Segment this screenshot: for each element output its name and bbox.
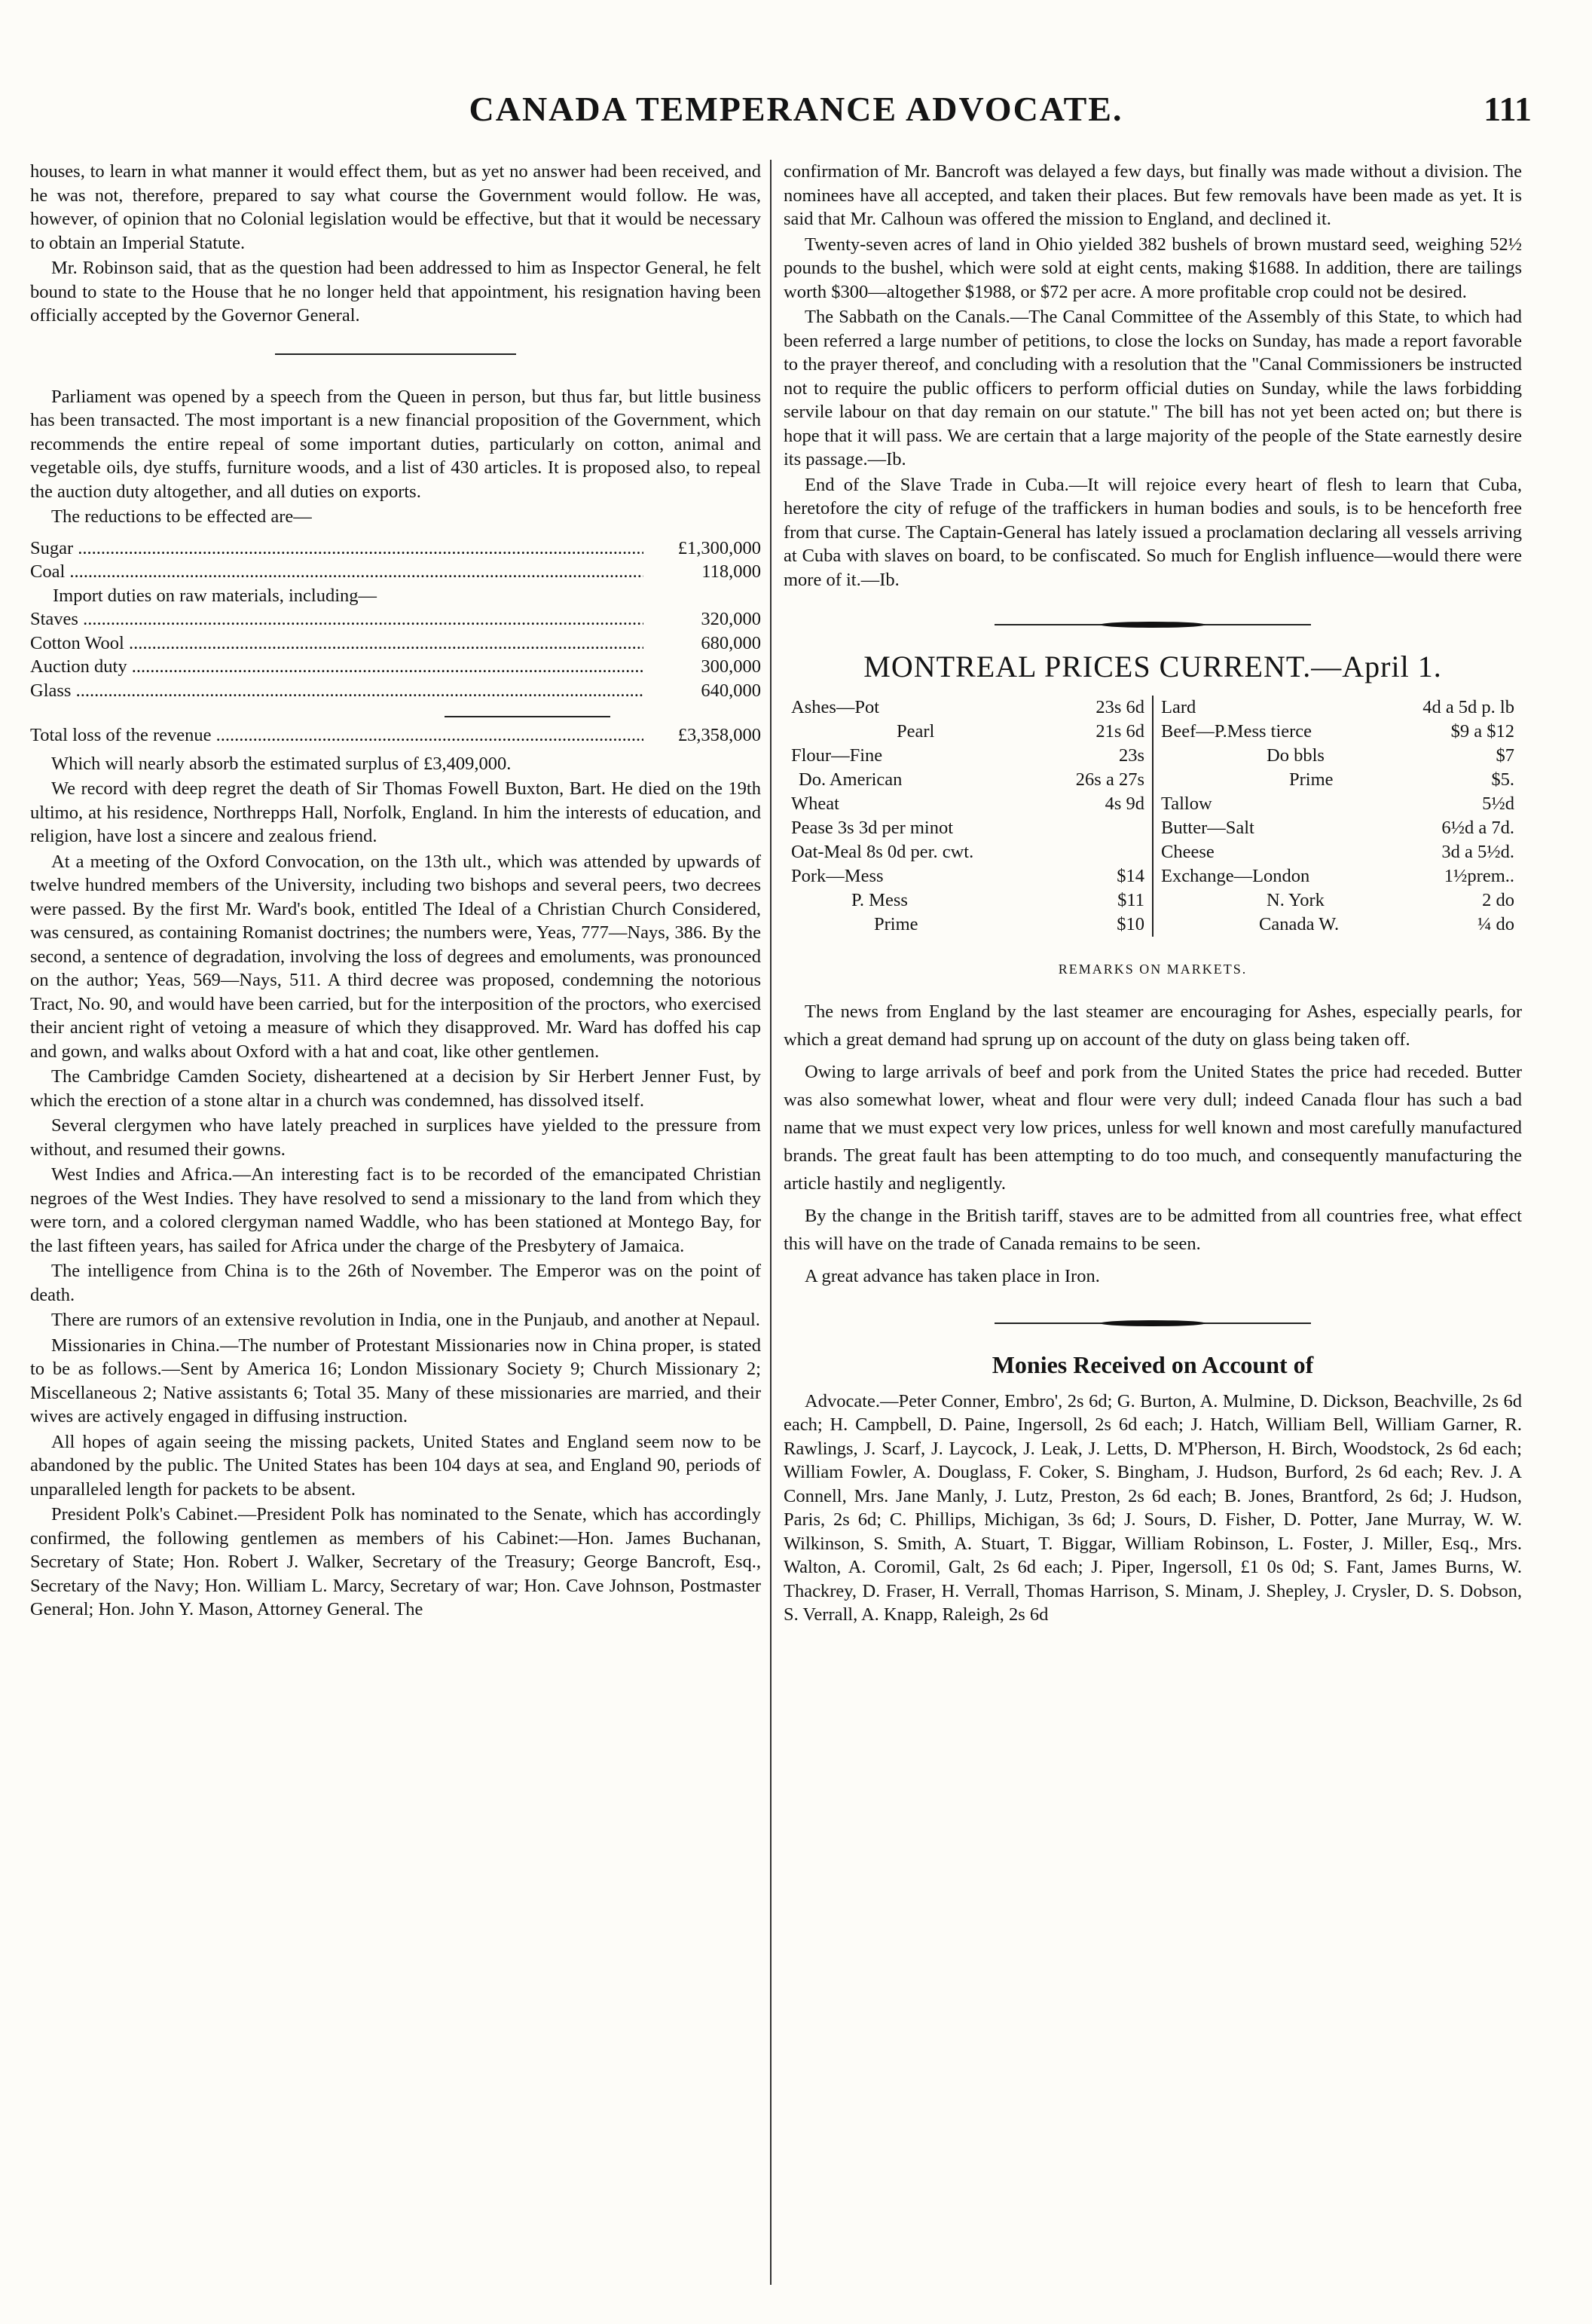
paragraph: There are rumors of an extensive revolution in India, one in the Punjaub, and another at Nepaul. <box>51 1310 760 1330</box>
price-label: Cheese <box>1161 841 1215 862</box>
price-label: Prime <box>1289 769 1334 790</box>
paragraph: The Sabbath on the Canals.—The Canal Committee of the Assembly of this State, to which had been referred a large number of petitions, to close the locks on Sunday, has made a report favorable to the prayer thereof, and concluding with a resolution that the "Canal Commissioners be instructed not to require the public officers to perform official duties on Sunday, while the laws forbidding servile labour on that day remain on our statute." The bill has not yet been acted on; but there is hope that it will pass. We are certain that a large majority of the people of the State earnestly desire its passage.—Ib. <box>784 307 1522 469</box>
duty-total-row <box>30 723 761 748</box>
price-label: Beef—P.Mess tierce <box>1161 720 1312 742</box>
page-header <box>0 89 1592 157</box>
price-label: Prime <box>874 913 918 934</box>
price-label: Wheat <box>791 793 839 814</box>
prices-column-right <box>1152 696 1522 937</box>
price-value: $14 <box>1117 865 1144 886</box>
duty-label: Staves ..... <box>30 607 643 631</box>
duty-label: Sugar ..... <box>30 537 643 561</box>
price-value: 21s 6d <box>1095 720 1144 742</box>
duty-reductions-list <box>30 537 761 748</box>
duty-row <box>30 631 761 656</box>
column-divider <box>770 160 772 2285</box>
paragraph: A great advance has taken place in Iron. <box>805 1266 1100 1286</box>
price-label: P. Mess <box>851 889 908 910</box>
duty-total-label: Total loss of the revenue ..... <box>30 723 643 748</box>
price-label: N. York <box>1267 889 1325 910</box>
paragraph: The reductions to be effected are— <box>51 506 312 527</box>
prices-current-title: MONTREAL PRICES CURRENT.—April 1. <box>863 650 1442 683</box>
price-row <box>1161 913 1514 937</box>
market-remarks <box>784 998 1522 1290</box>
paragraph: confirmation of Mr. Bancroft was delayed a few days, but finally was made without a division. The nominees have all accepted, and taken their places. But few removals have been made as yet. It is said that Mr. Calhoun was offered the mission to England, and declined it. <box>784 161 1522 229</box>
price-row <box>791 768 1144 792</box>
monies-received-title: Monies Received on Account of <box>992 1351 1314 1378</box>
price-value: 4d a 5d p. lb <box>1422 696 1514 717</box>
paragraph: The Cambridge Camden Society, disheartened at a decision by Sir Herbert Jenner Fust, by which the erection of a stone altar in a church was condemned, has dissolved itself. <box>30 1066 761 1111</box>
price-row <box>791 864 1144 888</box>
price-row <box>791 913 1144 937</box>
price-value: 23s 6d <box>1095 696 1144 717</box>
price-label: Flour—Fine <box>791 745 883 766</box>
paragraph: Several clergymen who have lately preached in surplices have yielded to the pressure from without, and resumed their gowns. <box>30 1115 761 1160</box>
duty-label: Auction duty ..... <box>30 655 643 679</box>
paragraph: West Indies and Africa.—An interesting fact is to be recorded of the emancipated Christian negroes of the West Indies. They have resolved to send a missionary to the land from which they were torn, and a colored clergyman named Waddle, who has been stationed at Montego Bay, for the last fifteen years, has sailed for Africa under the charge of the Presbytery of Jamaica. <box>30 1164 761 1256</box>
price-value: ¼ do <box>1477 913 1514 934</box>
ornamental-divider <box>995 622 1311 628</box>
price-label: Ashes—Pot <box>791 696 880 717</box>
price-value: $5. <box>1491 769 1514 790</box>
paragraph: Parliament was opened by a speech from the Queen in person, but thus far, but little business has been transacted. The most important is a new financial proposition of the Government, which recommends the entire repeal of some important duties, particularly on cotton, animal and vegetable oils, dye stuffs, furniture woods, and a list of 430 articles. It is proposed also, to repeal the auction duty altogether, and all duties on exports. <box>30 386 761 502</box>
price-row <box>791 840 1144 864</box>
duty-value: £1,300,000 <box>677 537 761 558</box>
duty-row <box>30 607 761 631</box>
price-row <box>1161 720 1514 744</box>
duty-label: Cotton Wool ..... <box>30 631 643 656</box>
duty-row <box>30 560 761 584</box>
section-divider <box>275 353 516 355</box>
price-label: Pease 3s 3d per minot <box>791 817 954 838</box>
paragraph: President Polk's Cabinet.—President Polk has nominated to the Senate, which has accordingly confirmed, the following gentlemen as members of his Cabinet:—Hon. James Buchanan, Secretary of State; Hon. Robert J. Walker, Secretary of the Treasury; George Bancroft, Esq., Secretary of the Navy; Hon. William L. Marcy, Secretary of war; Hon. Cave Johnson, Postmaster General; Hon. John Y. Mason, Attorney General. The <box>30 1504 761 1619</box>
paragraph: Twenty-seven acres of land in Ohio yielded 382 bushels of brown mustard seed, weighing 52½ pounds to the bushel, which were sold at eight cents, making $1688. In addition, there are tailings worth $300—altogether $1988, or $72 per acre. A more profitable crop could not be desired. <box>784 234 1522 302</box>
paragraph: The news from England by the last steamer are encouraging for Ashes, especially pearls, for which a great demand had sprung up on account of the duty on glass being taken off. <box>784 1001 1522 1050</box>
price-value: $10 <box>1117 913 1144 934</box>
price-label: Pork—Mess <box>791 865 884 886</box>
price-row <box>791 744 1144 768</box>
right-column <box>784 160 1522 1628</box>
monies-received-list: Advocate.—Peter Conner, Embro', 2s 6d; G. Burton, A. Mulmine, D. Dickson, Beachville, 2s 6d each; H. Campbell, D. Paine, Ingersoll, 2s 6d each; J. Hatch, William Bell, William Garner, R. Rawlings, J. Scarf, J. Laycock, J. Leak, J. Letts, D. M'Pherson, H. Birch, Woodstock, 2s 6d each; William Fowler, A. Douglass, F. Coker, S. Bingham, J. Hudson, Burford, 2s 6d each; Rev. J. A Connell, Mrs. Jane Manly, J. Lutz, Preston, 2s 6d each; B. Jones, Brantford, 2s 6d; J. Hudson, Paris, 2s 6d; C. Phillips, Michigan, 3s 6d; J. Sours, D. Fisher, D. Potter, Jane Murray, W. W. Wilkinson, S. Smith, A. Stuart, T. Biggar, William Robinson, L. Foster, J. Miller, Esq., Mrs. Walton, A. Coromil, Galt, 2s 6d each; J. Piper, Ingersoll, £1 0s 0d; S. Fant, James Burns, W. Thackrey, D. Fraser, H. Verrall, Thomas Harrison, S. Minam, J. Shepley, J. Crysler, D. S. Dobson, S. Verrall, A. Knapp, Raleigh, 2s 6d <box>784 1390 1522 1625</box>
ornamental-divider <box>995 1320 1311 1326</box>
price-row <box>1161 792 1514 816</box>
price-value: $7 <box>1496 745 1514 766</box>
remarks-heading: REMARKS ON MARKETS. <box>1058 961 1248 977</box>
total-rule <box>445 716 610 717</box>
paragraph: houses, to learn in what manner it would effect them, but as yet no answer had been received, and he was not, therefore, prepared to say what course the Government would follow. He was, however, of opinion that no Colonial legislation would be effective, but that it would be necessary to obtain an Imperial Statute. <box>30 161 761 253</box>
duty-label: Coal ..... <box>30 560 643 584</box>
price-label: Butter—Salt <box>1161 817 1254 838</box>
paragraph: Owing to large arrivals of beef and pork from the United States the price had receded. Butter was also somewhat lower, wheat and flour were very dull; indeed Canada flour has such a bad name that we must expect very low prices, unless for well known and most carefully manufactured brands. The great fault has been attempting to do too much, and consequently manufacturing the article hastily and negligently. <box>784 1062 1522 1194</box>
price-value: 5½d <box>1482 793 1514 814</box>
page-number: 111 <box>1484 90 1532 128</box>
duty-value: 640,000 <box>701 680 761 701</box>
paragraph: By the change in the British tariff, staves are to be admitted from all countries free, what effect this will have on the trade of Canada remains to be seen. <box>784 1206 1522 1254</box>
price-value: 2 do <box>1482 889 1514 910</box>
duty-label: Glass ..... <box>30 679 643 703</box>
running-title: CANADA TEMPERANCE ADVOCATE. <box>469 90 1123 128</box>
price-value: $11 <box>1117 889 1144 910</box>
paragraph: The intelligence from China is to the 26th of November. The Emperor was on the point of death. <box>30 1261 761 1305</box>
price-value: $9 a $12 <box>1450 720 1514 742</box>
price-row <box>791 696 1144 720</box>
price-value: 1½prem.. <box>1444 865 1514 886</box>
prices-column-left <box>784 696 1152 937</box>
left-column <box>30 160 761 1623</box>
price-row <box>1161 768 1514 792</box>
duty-subheading: Import duties on raw materials, including— <box>53 585 377 606</box>
price-row <box>1161 816 1514 840</box>
price-label: Do. American <box>799 769 903 790</box>
paragraph: All hopes of again seeing the missing packets, United States and England seem now to be abandoned by the public. The United States has been 104 days at sea, and England 90, periods of unparalleled length for packets to be absent. <box>30 1431 761 1500</box>
price-label: Lard <box>1161 696 1196 717</box>
price-row <box>1161 888 1514 913</box>
price-label: Do bbls <box>1267 745 1325 766</box>
price-value: 23s <box>1118 745 1144 766</box>
price-value: 3d a 5½d. <box>1441 841 1514 862</box>
price-row <box>791 792 1144 816</box>
price-row <box>791 720 1144 744</box>
duty-row <box>30 537 761 561</box>
duty-value: 118,000 <box>701 561 761 582</box>
duty-row <box>30 679 761 703</box>
price-label: Pearl <box>897 720 935 742</box>
paragraph: Missionaries in China.—The number of Protestant Missionaries now in China proper, is stated to be as follows.—Sent by America 16; London Missionary Society 9; Church Missionary 2; Miscellaneous 2; Native assistants 6; Total 35. Many of these missionaries are married, and their wives are actively engaged in diffusing instruction. <box>30 1335 761 1427</box>
price-label: Canada W. <box>1259 913 1340 934</box>
duty-value: 320,000 <box>701 609 761 629</box>
duty-value: 300,000 <box>701 656 761 677</box>
paragraph: We record with deep regret the death of Sir Thomas Fowell Buxton, Bart. He died on the 19th ultimo, at his residence, Northrepps Hall, Norfolk, England. In him the interests of education, and religion, have lost a sincere and zealous friend. <box>30 778 761 846</box>
price-value: 26s a 27s <box>1075 769 1144 790</box>
price-label: Tallow <box>1161 793 1212 814</box>
price-row <box>791 816 1144 840</box>
price-row <box>791 888 1144 913</box>
price-value: 4s 9d <box>1105 793 1144 814</box>
price-label: Exchange—London <box>1161 865 1310 886</box>
prices-table <box>784 696 1522 937</box>
paragraph: Which will nearly absorb the estimated surplus of £3,409,000. <box>51 753 512 774</box>
price-value: 6½d a 7d. <box>1441 817 1514 838</box>
price-label: Oat-Meal 8s 0d per. cwt. <box>791 841 974 862</box>
price-row <box>1161 744 1514 768</box>
price-row <box>1161 696 1514 720</box>
paragraph: At a meeting of the Oxford Convocation, on the 13th ult., which was attended by upwards of twelve hundred members of the University, including two bishops and several peers, two decrees were passed. By the first Mr. Ward's book, entitled The Ideal of a Christian Church Considered, was censured, as containing Romanist doctrines; the numbers were, Yeas, 777—Nays, 386. By the second, a sentence of degradation, involving the loss of degrees and emoluments, was pronounced on the author; Yeas, 569—Nays, 511. A third decree was proposed, condemning the notorious Tract, No. 90, and would have been carried, but for the interposition of the proctors, who exercised their ancient right of vetoing a measure of which they disapproved. Mr. Ward has doffed his cap and gown, and walks about Oxford with a hat and coat, like other gentlemen. <box>30 851 761 1062</box>
paragraph: End of the Slave Trade in Cuba.—It will rejoice every heart of flesh to learn that Cuba, heretofore the city of refuge of the traffickers in human bodies and souls, is to be henceforth free from that curse. The Captain-General has lately issued a proclamation declaring all vessels arriving at Cuba with slaves on board, to be confiscated. So much for English influence—would there were more of it.—Ib. <box>784 474 1522 590</box>
paragraph: Mr. Robinson said, that as the question had been addressed to him as Inspector General, he felt bound to state to the House that he no longer held that appointment, his resignation having been officially accepted by the Governor General. <box>30 258 761 326</box>
duty-value: 680,000 <box>701 632 761 653</box>
duty-total-value: £3,358,000 <box>677 725 761 745</box>
price-row <box>1161 840 1514 864</box>
price-row <box>1161 864 1514 888</box>
duty-row <box>30 655 761 679</box>
